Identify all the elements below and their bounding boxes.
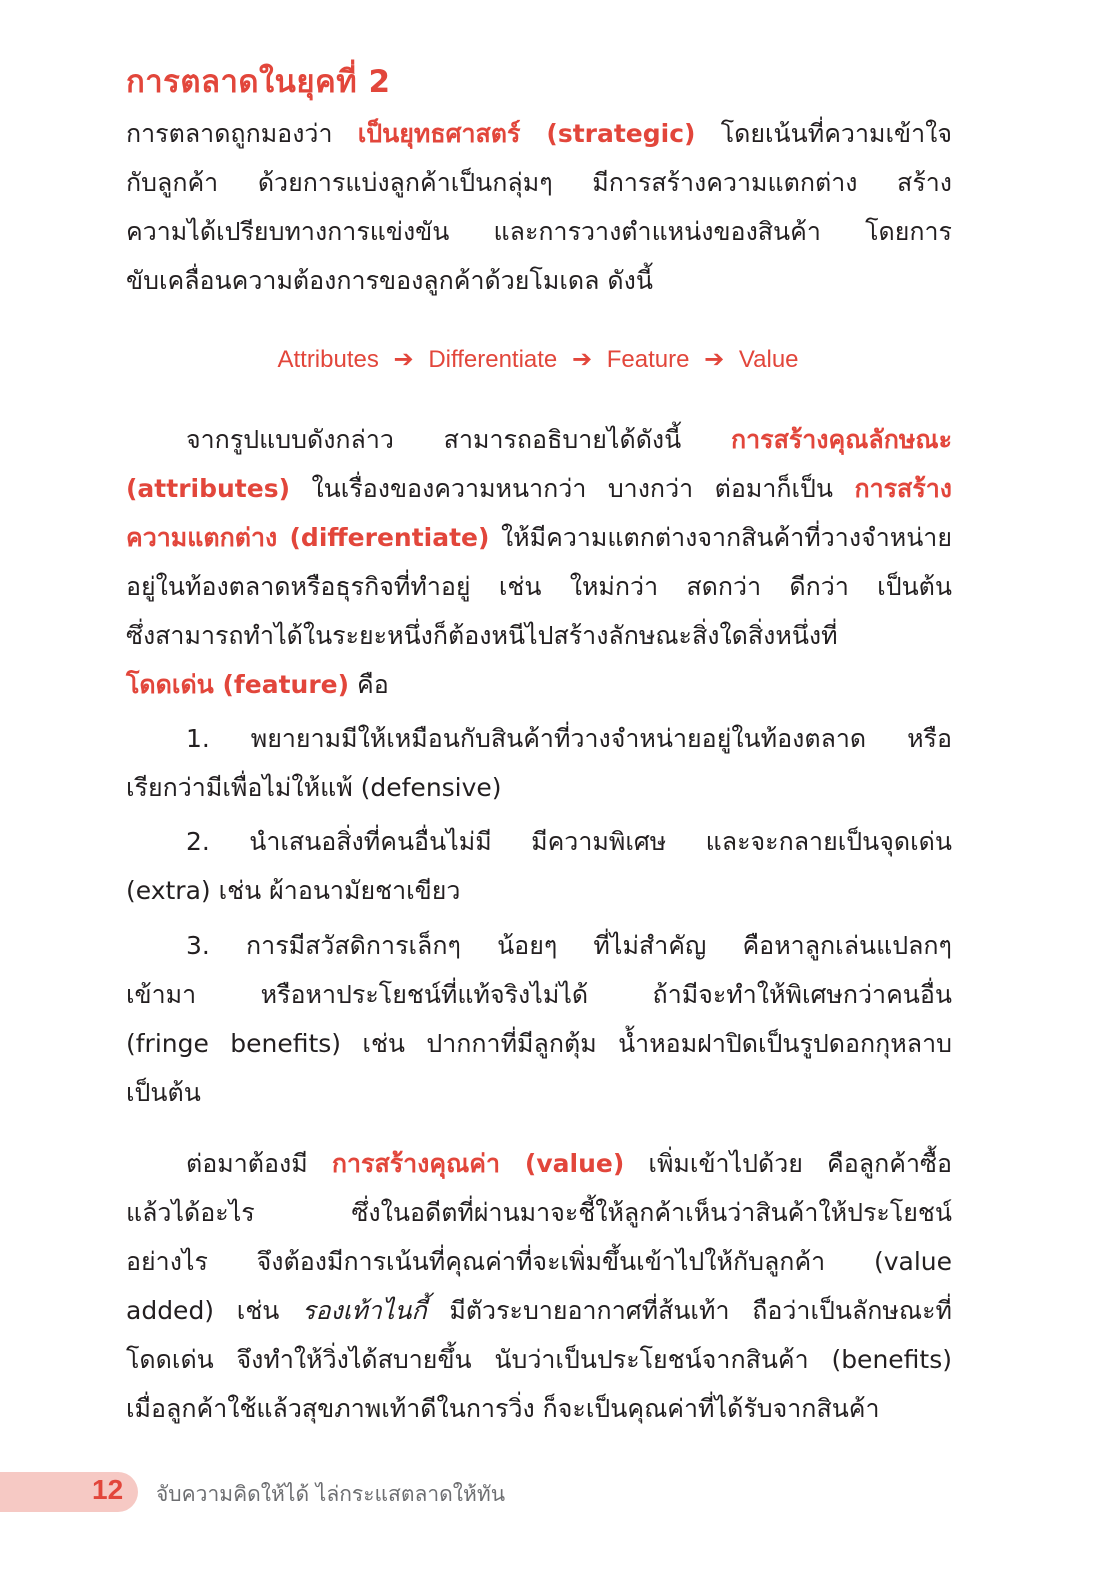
- para1-line-5: ซึ่งสามารถทำได้ในระยะหนึ่งก็ต้องหนีไปสร้างลักษณะสิ่งใดสิ่งหนึ่งที่: [126, 621, 838, 650]
- para1-text: คือ: [357, 670, 389, 699]
- para1-line-1: [186, 423, 952, 457]
- highlight-create: การสร้าง: [854, 474, 952, 503]
- para2-line-2: แล้วได้อะไร ซึ่งในอดีตที่ผ่านมาจะชี้ให้ลูกค้าเห็นว่าสินค้าให้ประโยชน์: [126, 1198, 952, 1227]
- page-number: 12: [92, 1474, 124, 1505]
- model-step-feature: Feature: [606, 346, 690, 373]
- arrow-right-icon: ➔: [704, 345, 725, 373]
- para1-line-2: [126, 472, 952, 506]
- intro-line-1: [126, 117, 952, 151]
- highlight-attributes: การสร้างคุณลักษณะ: [730, 425, 952, 454]
- example-nike-shoes: รองเท้าไนกี้: [302, 1296, 427, 1325]
- item-1-line-2: เรียกว่ามีเพื่อไม่ให้แพ้ (defensive): [126, 773, 502, 802]
- para1-line-6: [126, 668, 952, 702]
- para1-line-3: [126, 521, 952, 555]
- highlight-strategic: เป็นยุทธศาสตร์ (strategic): [357, 119, 696, 148]
- model-chain: [0, 345, 1076, 374]
- item-3-line-1: 3. การมีสวัสดิการเล็กๆ น้อยๆ ที่ไม่สำคัญ คือหาลูกเล่นแปลกๆ: [186, 931, 952, 960]
- arrow-right-icon: ➔: [393, 345, 414, 373]
- model-step-attributes: Attributes: [277, 346, 379, 373]
- intro-text: การตลาดถูกมองว่า: [126, 119, 333, 148]
- para2-line-5: โดดเด่น จึงทำให้วิ่งได้สบายขึ้น นับว่าเป็นประโยชน์จากสินค้า (benefits): [126, 1345, 952, 1374]
- section-title: การตลาดในยุคที่ 2: [126, 64, 391, 100]
- item-2-line-1: 2. นำเสนอสิ่งที่คนอื่นไม่มี มีความพิเศษ และจะกลายเป็นจุดเด่น: [186, 827, 952, 856]
- para2-text: added) เช่น: [126, 1296, 280, 1325]
- para1-text: จากรูปแบบดังกล่าว สามารถอธิบายได้ดังนี้: [186, 425, 682, 454]
- item-3-line-3: (fringe benefits) เช่น ปากกาที่มีลูกตุ้ม น้ำหอมฝาปิดเป็นรูปดอกกุหลาบ: [126, 1029, 952, 1058]
- para1-text: ในเรื่องของความหนากว่า บางกว่า ต่อมาก็เป็น: [311, 474, 833, 503]
- highlight-feature: โดดเด่น (feature): [126, 670, 350, 699]
- para1-text: ให้มีความแตกต่างจากสินค้าที่วางจำหน่าย: [500, 523, 952, 552]
- highlight-attributes-en: (attributes): [126, 474, 291, 503]
- item-3-line-4: เป็นต้น: [126, 1078, 201, 1107]
- highlight-value: การสร้างคุณค่า (value): [331, 1149, 625, 1178]
- item-3-line-2: เข้ามา หรือหาประโยชน์ที่แท้จริงไม่ได้ ถ้ามีจะทำให้พิเศษกว่าคนอื่น: [126, 980, 952, 1009]
- para2-line-3: อย่างไร จึงต้องมีการเน้นที่คุณค่าที่จะเพิ่มขึ้นเข้าไปให้กับลูกค้า (value: [126, 1247, 952, 1276]
- para2-line-1: [186, 1147, 952, 1181]
- para2-text: มีตัวระบายอากาศที่ส้นเท้า ถือว่าเป็นลักษณะที่: [449, 1296, 952, 1325]
- intro-line-4: ขับเคลื่อนความต้องการของลูกค้าด้วยโมเดล ดังนี้: [126, 266, 653, 295]
- item-1-line-1: 1. พยายามมีให้เหมือนกับสินค้าที่วางจำหน่ายอยู่ในท้องตลาด หรือ: [186, 724, 952, 753]
- para2-line-6: เมื่อลูกค้าใช้แล้วสุขภาพเท้าดีในการวิ่ง ก็จะเป็นคุณค่าที่ได้รับจากสินค้า: [126, 1394, 880, 1423]
- intro-line-3: ความได้เปรียบทางการแข่งขัน และการวางตำแหน่งของสินค้า โดยการ: [126, 217, 952, 246]
- para2-line-4: [126, 1294, 952, 1328]
- para1-line-4: อยู่ในท้องตลาดหรือธุรกิจที่ทำอยู่ เช่น ใหม่กว่า สดกว่า ดีกว่า เป็นต้น: [126, 572, 952, 601]
- running-title: จับความคิดให้ได้ ไล่กระแสตลาดให้ทัน: [156, 1482, 506, 1506]
- model-step-value: Value: [738, 346, 799, 373]
- arrow-right-icon: ➔: [571, 345, 593, 373]
- highlight-differentiate: ความแตกต่าง (differentiate): [126, 523, 490, 552]
- para2-text: เพิ่มเข้าไปด้วย คือลูกค้าซื้อ: [648, 1149, 953, 1178]
- intro-text: โดยเน้นที่ความเข้าใจ: [720, 119, 953, 148]
- intro-line-2: กับลูกค้า ด้วยการแบ่งลูกค้าเป็นกลุ่มๆ มีการสร้างความแตกต่าง สร้าง: [126, 168, 952, 197]
- para2-text: ต่อมาต้องมี: [186, 1149, 308, 1178]
- item-2-line-2: (extra) เช่น ผ้าอนามัยชาเขียว: [126, 876, 461, 905]
- model-step-differentiate: Differentiate: [428, 346, 558, 373]
